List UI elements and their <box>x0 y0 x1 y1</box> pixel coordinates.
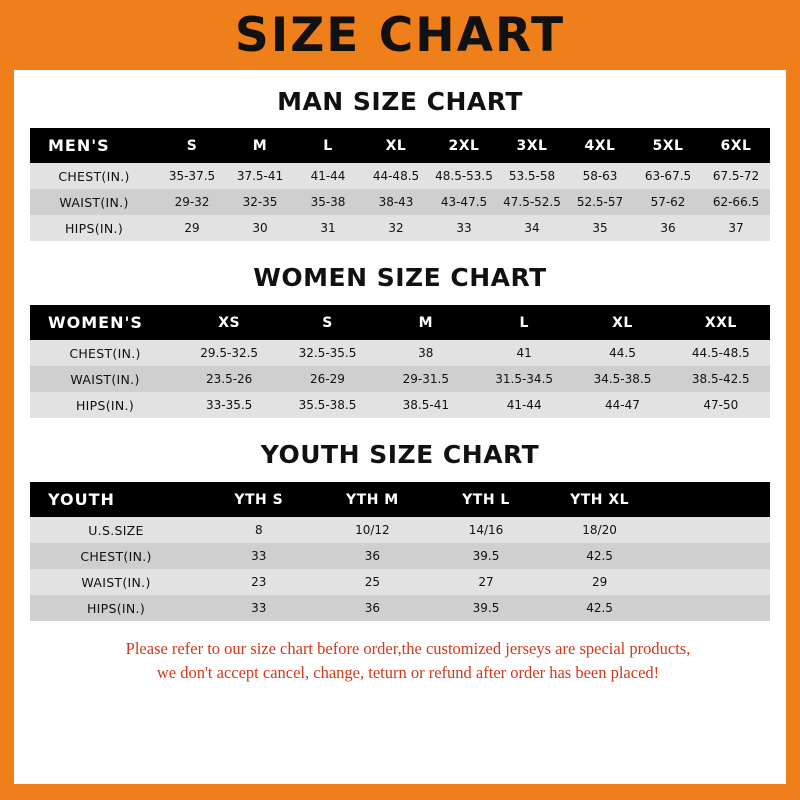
cell: 10/12 <box>316 517 430 543</box>
cell: 38.5-41 <box>377 392 475 418</box>
cell: 48.5-53.5 <box>430 163 498 189</box>
youth-col-header: YTH S <box>202 482 316 517</box>
women-col-header: M <box>377 305 475 340</box>
table-row <box>30 595 770 621</box>
table-row <box>30 163 770 189</box>
cell: 29 <box>158 215 226 241</box>
cell: 62-66.5 <box>702 189 770 215</box>
men-col-header: 6XL <box>702 128 770 163</box>
row-label: HIPS(IN.) <box>30 392 180 418</box>
cell: 38.5-42.5 <box>672 366 770 392</box>
table-header-row <box>30 305 770 340</box>
cell: 29-32 <box>158 189 226 215</box>
men-col-header: L <box>294 128 362 163</box>
women-section-title: WOMEN SIZE CHART <box>253 263 547 292</box>
table-row <box>30 392 770 418</box>
cell: 32 <box>362 215 430 241</box>
cell <box>656 543 770 569</box>
women-col-header: S <box>278 305 376 340</box>
cell: 42.5 <box>543 595 657 621</box>
cell: 36 <box>316 543 430 569</box>
cell: 44.5-48.5 <box>672 340 770 366</box>
women-corner-header: WOMEN'S <box>30 305 180 340</box>
cell <box>656 569 770 595</box>
cell: 41 <box>475 340 573 366</box>
table-row <box>30 340 770 366</box>
page-banner <box>0 0 800 70</box>
cell: 39.5 <box>429 543 543 569</box>
cell: 63-67.5 <box>634 163 702 189</box>
cell: 53.5-58 <box>498 163 566 189</box>
cell: 47-50 <box>672 392 770 418</box>
cell: 14/16 <box>429 517 543 543</box>
row-label: HIPS(IN.) <box>30 215 158 241</box>
youth-col-header: YTH XL <box>543 482 657 517</box>
men-col-header: 2XL <box>430 128 498 163</box>
row-label: HIPS(IN.) <box>30 595 202 621</box>
table-row <box>30 517 770 543</box>
women-size-table <box>30 305 770 418</box>
cell: 57-62 <box>634 189 702 215</box>
youth-size-table <box>30 482 770 621</box>
table-row <box>30 543 770 569</box>
men-corner-header: MEN'S <box>30 128 158 163</box>
women-col-header: XXL <box>672 305 770 340</box>
cell: 29-31.5 <box>377 366 475 392</box>
cell: 32-35 <box>226 189 294 215</box>
cell: 18/20 <box>543 517 657 543</box>
cell: 47.5-52.5 <box>498 189 566 215</box>
men-col-header: XL <box>362 128 430 163</box>
cell: 23 <box>202 569 316 595</box>
cell: 34.5-38.5 <box>573 366 671 392</box>
cell: 44-48.5 <box>362 163 430 189</box>
cell: 33 <box>202 595 316 621</box>
men-col-header: 3XL <box>498 128 566 163</box>
cell: 33-35.5 <box>180 392 278 418</box>
cell: 30 <box>226 215 294 241</box>
cell: 32.5-35.5 <box>278 340 376 366</box>
cell: 31.5-34.5 <box>475 366 573 392</box>
cell: 44.5 <box>573 340 671 366</box>
row-label: WAIST(IN.) <box>30 189 158 215</box>
cell <box>656 517 770 543</box>
men-section-title: MAN SIZE CHART <box>277 87 523 116</box>
men-col-header: 4XL <box>566 128 634 163</box>
cell: 34 <box>498 215 566 241</box>
cell: 23.5-26 <box>180 366 278 392</box>
cell: 36 <box>634 215 702 241</box>
youth-col-header: YTH L <box>429 482 543 517</box>
cell: 35.5-38.5 <box>278 392 376 418</box>
footer-note <box>28 637 788 685</box>
row-label: WAIST(IN.) <box>30 366 180 392</box>
row-label: U.S.SIZE <box>30 517 202 543</box>
page-title: SIZE CHART <box>234 7 566 63</box>
cell: 8 <box>202 517 316 543</box>
youth-corner-header: YOUTH <box>30 482 202 517</box>
cell: 41-44 <box>475 392 573 418</box>
table-row <box>30 569 770 595</box>
table-row <box>30 189 770 215</box>
chart-content <box>14 87 786 685</box>
cell: 44-47 <box>573 392 671 418</box>
cell: 42.5 <box>543 543 657 569</box>
cell: 27 <box>429 569 543 595</box>
cell: 37 <box>702 215 770 241</box>
cell: 39.5 <box>429 595 543 621</box>
cell: 35-38 <box>294 189 362 215</box>
cell: 43-47.5 <box>430 189 498 215</box>
table-row <box>30 366 770 392</box>
youth-col-header <box>656 482 770 517</box>
cell: 33 <box>430 215 498 241</box>
cell: 29.5-32.5 <box>180 340 278 366</box>
men-size-table <box>30 128 770 241</box>
men-col-header: S <box>158 128 226 163</box>
cell: 67.5-72 <box>702 163 770 189</box>
cell: 52.5-57 <box>566 189 634 215</box>
cell: 38 <box>377 340 475 366</box>
table-header-row <box>30 128 770 163</box>
cell: 36 <box>316 595 430 621</box>
cell: 33 <box>202 543 316 569</box>
cell <box>656 595 770 621</box>
cell: 41-44 <box>294 163 362 189</box>
cell: 35 <box>566 215 634 241</box>
cell: 26-29 <box>278 366 376 392</box>
row-label: CHEST(IN.) <box>30 543 202 569</box>
women-col-header: XS <box>180 305 278 340</box>
men-col-header: 5XL <box>634 128 702 163</box>
table-header-row <box>30 482 770 517</box>
men-col-header: M <box>226 128 294 163</box>
youth-section-title: YOUTH SIZE CHART <box>260 440 540 469</box>
cell: 29 <box>543 569 657 595</box>
table-row <box>30 215 770 241</box>
cell: 58-63 <box>566 163 634 189</box>
youth-col-header: YTH M <box>316 482 430 517</box>
row-label: CHEST(IN.) <box>30 340 180 366</box>
women-col-header: XL <box>573 305 671 340</box>
footer-note-line-2: we don't accept cancel, change, teturn or refund after order has been placed! <box>156 662 660 682</box>
cell: 37.5-41 <box>226 163 294 189</box>
cell: 38-43 <box>362 189 430 215</box>
cell: 25 <box>316 569 430 595</box>
bottom-accent-bar <box>14 784 786 800</box>
footer-note-line-1: Please refer to our size chart before order,the customized jerseys are special products, <box>125 639 691 658</box>
cell: 31 <box>294 215 362 241</box>
cell: 35-37.5 <box>158 163 226 189</box>
row-label: WAIST(IN.) <box>30 569 202 595</box>
women-col-header: L <box>475 305 573 340</box>
row-label: CHEST(IN.) <box>30 163 158 189</box>
